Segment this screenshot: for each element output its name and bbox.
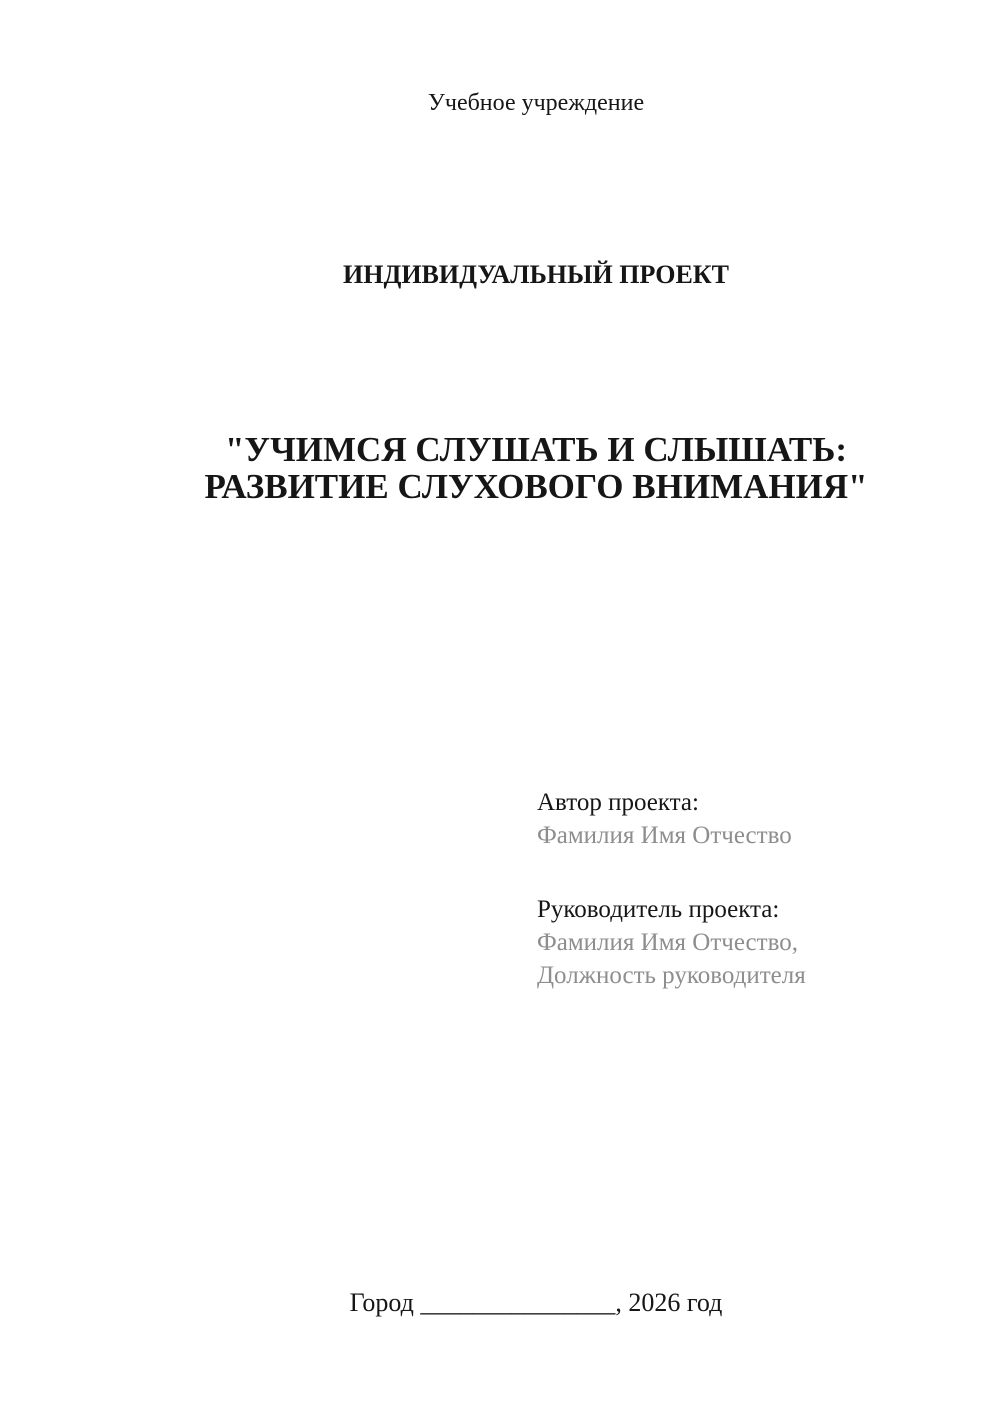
supervisor-name-placeholder: Фамилия Имя Отчество,: [537, 929, 798, 956]
credits-block: [537, 786, 806, 992]
supervisor-position-placeholder: Должность руководителя: [537, 962, 806, 989]
author-name-placeholder: Фамилия Имя Отчество: [537, 822, 792, 849]
project-title: [143, 431, 929, 505]
author-label: Автор проекта:: [537, 789, 699, 816]
city-year-line: Город _______________, 2026 год: [349, 1288, 723, 1317]
project-type-heading: ИНДИВИДУАЛЬНЫЙ ПРОЕКТ: [343, 260, 729, 289]
credits-spacer: [537, 852, 806, 893]
supervisor-label: Руководитель проекта:: [537, 896, 780, 923]
institution-name: Учебное учреждение: [427, 90, 645, 116]
project-title-line2: РАЗВИТИЕ СЛУХОВОГО ВНИМАНИЯ": [204, 467, 868, 506]
project-title-line1: "УЧИМСЯ СЛУШАТЬ И СЛЫШАТЬ:: [224, 430, 847, 469]
